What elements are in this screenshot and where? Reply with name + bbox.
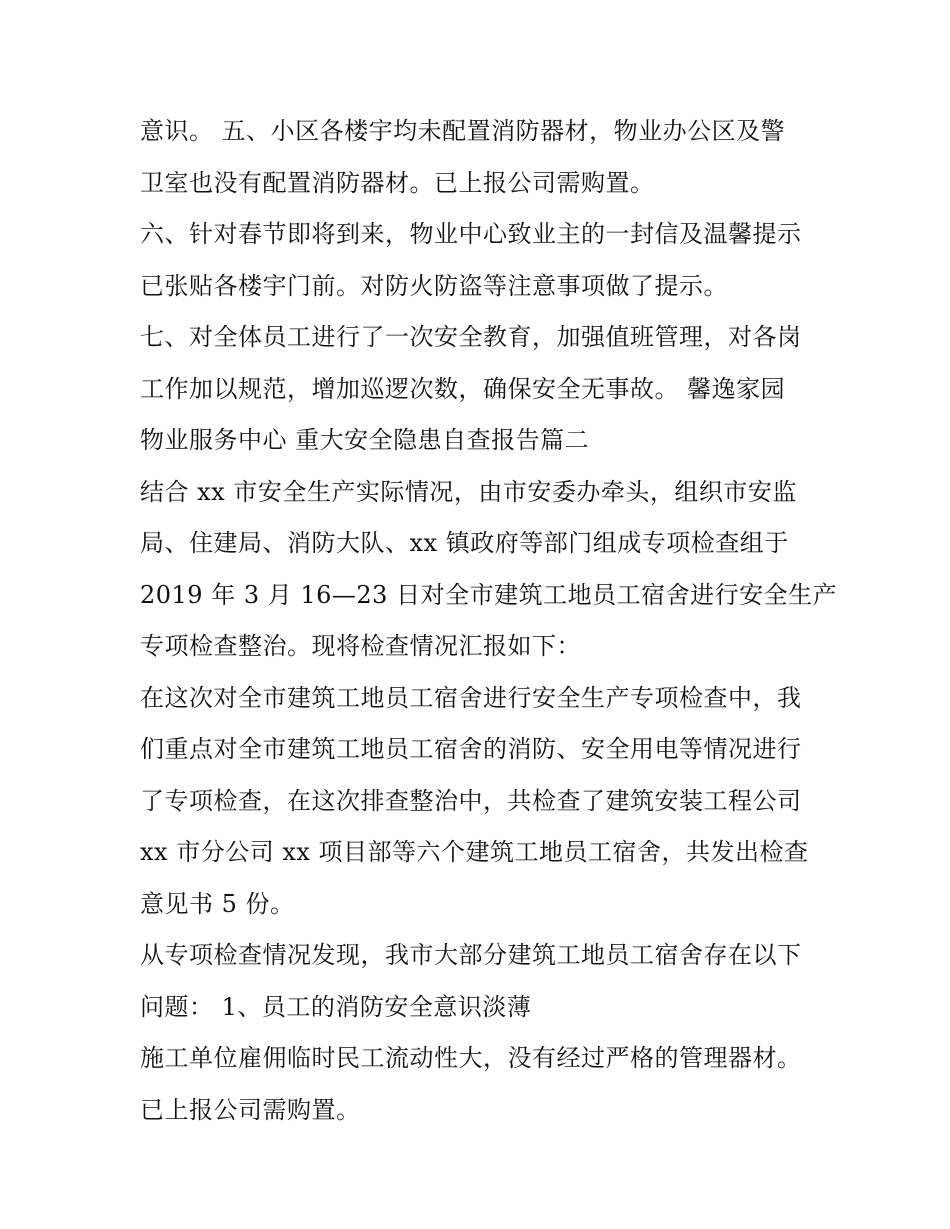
- text-line: 卫室也没有配置消防器材。已上报公司需购置。: [140, 168, 655, 197]
- text-line: 专项检查整治。现将检查情况汇报如下：: [140, 632, 581, 660]
- document-body: [140, 106, 838, 1136]
- text-line: 从专项检查情况发现，我市大部分建筑工地员工宿舍存在以下: [140, 941, 802, 969]
- text-line: 工作加以规范，增加巡逻次数，确保安全无事故。 馨逸家园: [140, 374, 786, 403]
- text-line: 意见书 5 份。: [140, 889, 295, 918]
- text-line: 在这次对全市建筑工地员工宿舍进行安全生产专项检查中，我: [140, 683, 802, 712]
- text-line: 们重点对全市建筑工地员工宿舍的消防、安全用电等情况进行: [140, 735, 802, 763]
- text-line: 已上报公司需购置。: [140, 1095, 361, 1124]
- text-line: 局、住建局、消防大队、xx 镇政府等部门组成专项检查组于: [140, 529, 789, 557]
- text-line: xx 市分公司 xx 项目部等六个建筑工地员工宿舍，共发出检查: [140, 838, 809, 866]
- text-line: 2019 年 3 月 16—23 日对全市建筑工地员工宿舍进行安全生产: [140, 580, 838, 609]
- text-line: 六、针对春节即将到来，物业中心致业主的一封信及温馨提示: [140, 220, 802, 248]
- text-line: 了专项检查，在这次排查整治中，共检查了建筑安装工程公司: [140, 786, 802, 815]
- text-line: 已张贴各楼宇门前。对防火防盗等注意事项做了提示。: [140, 271, 728, 300]
- text-line: 问题： 1、员工的消防安全意识淡薄: [140, 992, 532, 1021]
- text-line: 意识。 五、小区各楼宇均未配置消防器材，物业办公区及警: [140, 117, 786, 145]
- text-line: 结合 xx 市安全生产实际情况，由市安委办牵头，组织市安监: [140, 477, 797, 506]
- text-line: 物业服务中心 重大安全隐患自查报告篇二: [140, 426, 590, 454]
- text-line: 七、对全体员工进行了一次安全教育，加强值班管理，对各岗: [140, 323, 802, 351]
- text-line: 施工单位雇佣临时民工流动性大，没有经过严格的管理器材。: [140, 1044, 802, 1072]
